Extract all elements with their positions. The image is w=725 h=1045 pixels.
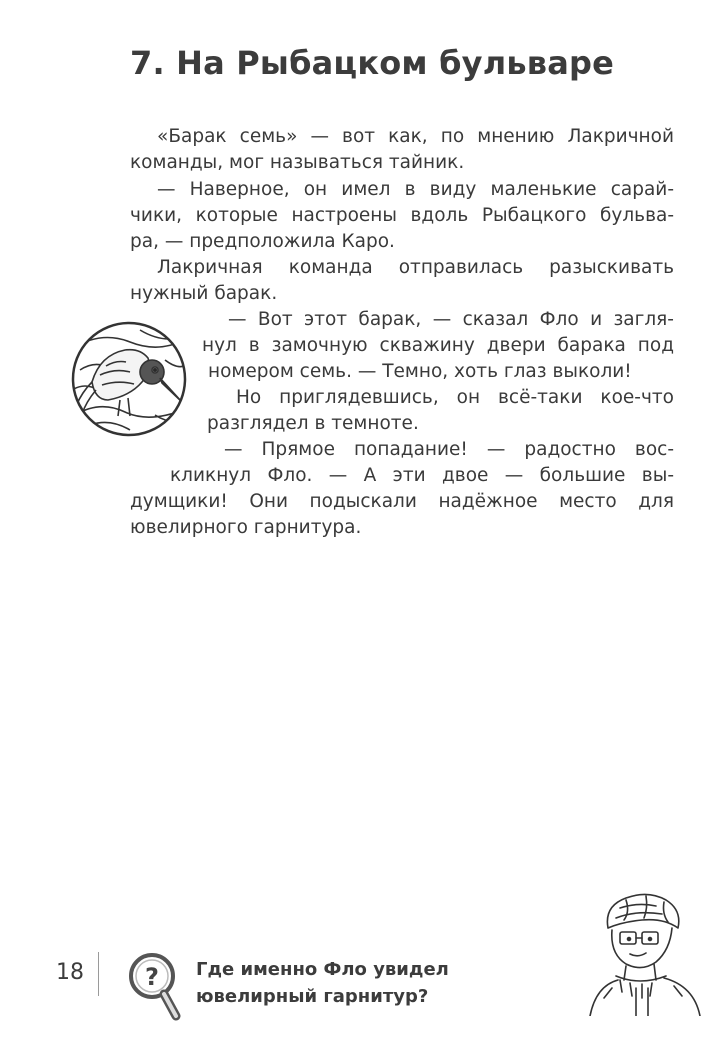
- question-line: Где именно Фло увидел: [196, 959, 449, 980]
- question-line: ювелирный гарнитур?: [196, 986, 429, 1007]
- footer-question: [196, 956, 449, 1010]
- body-line: думщики! Они подыскали надёжное место для: [130, 491, 674, 512]
- magnifying-glass-question-icon: [124, 948, 186, 1024]
- body-line: кликнул Фло. — А эти двое — большие вы-: [170, 465, 674, 486]
- footer-divider: [98, 952, 99, 996]
- body-line: номером семь. — Темно, хоть глаз выколи!: [208, 361, 632, 382]
- bird-in-circle-icon: [70, 320, 188, 438]
- body-line: нул в замочную скважину двери барака под: [202, 335, 674, 356]
- body-line: — Наверное, он имел в виду маленькие сарай-: [157, 179, 674, 200]
- body-line: Лакричная команда отправилась разыскивать: [157, 257, 674, 278]
- body-line: чики, которые настроены вдоль Рыбацкого бульва-: [130, 205, 674, 226]
- body-line: команды, мог называться тайник.: [130, 152, 465, 173]
- body-line: — Прямое попадание! — радостно вос-: [224, 439, 674, 460]
- body-line: — Вот этот барак, — сказал Фло и загля-: [228, 309, 674, 330]
- question-mark: ?: [145, 963, 159, 991]
- body-line: разглядел в темноте.: [207, 413, 419, 434]
- body-line: ра, — предположила Каро.: [130, 231, 395, 252]
- body-line: «Барак семь» — вот как, по мнению Лакричной: [157, 126, 674, 147]
- boy-with-glasses-icon: [586, 888, 704, 1016]
- chapter-title: 7. На Рыбацком бульваре: [130, 44, 615, 82]
- page-number: 18: [56, 960, 84, 985]
- body-line: ювелирного гарнитура.: [130, 517, 362, 538]
- body-line: нужный барак.: [130, 283, 278, 304]
- body-line: Но приглядевшись, он всё-таки кое-что: [236, 387, 674, 408]
